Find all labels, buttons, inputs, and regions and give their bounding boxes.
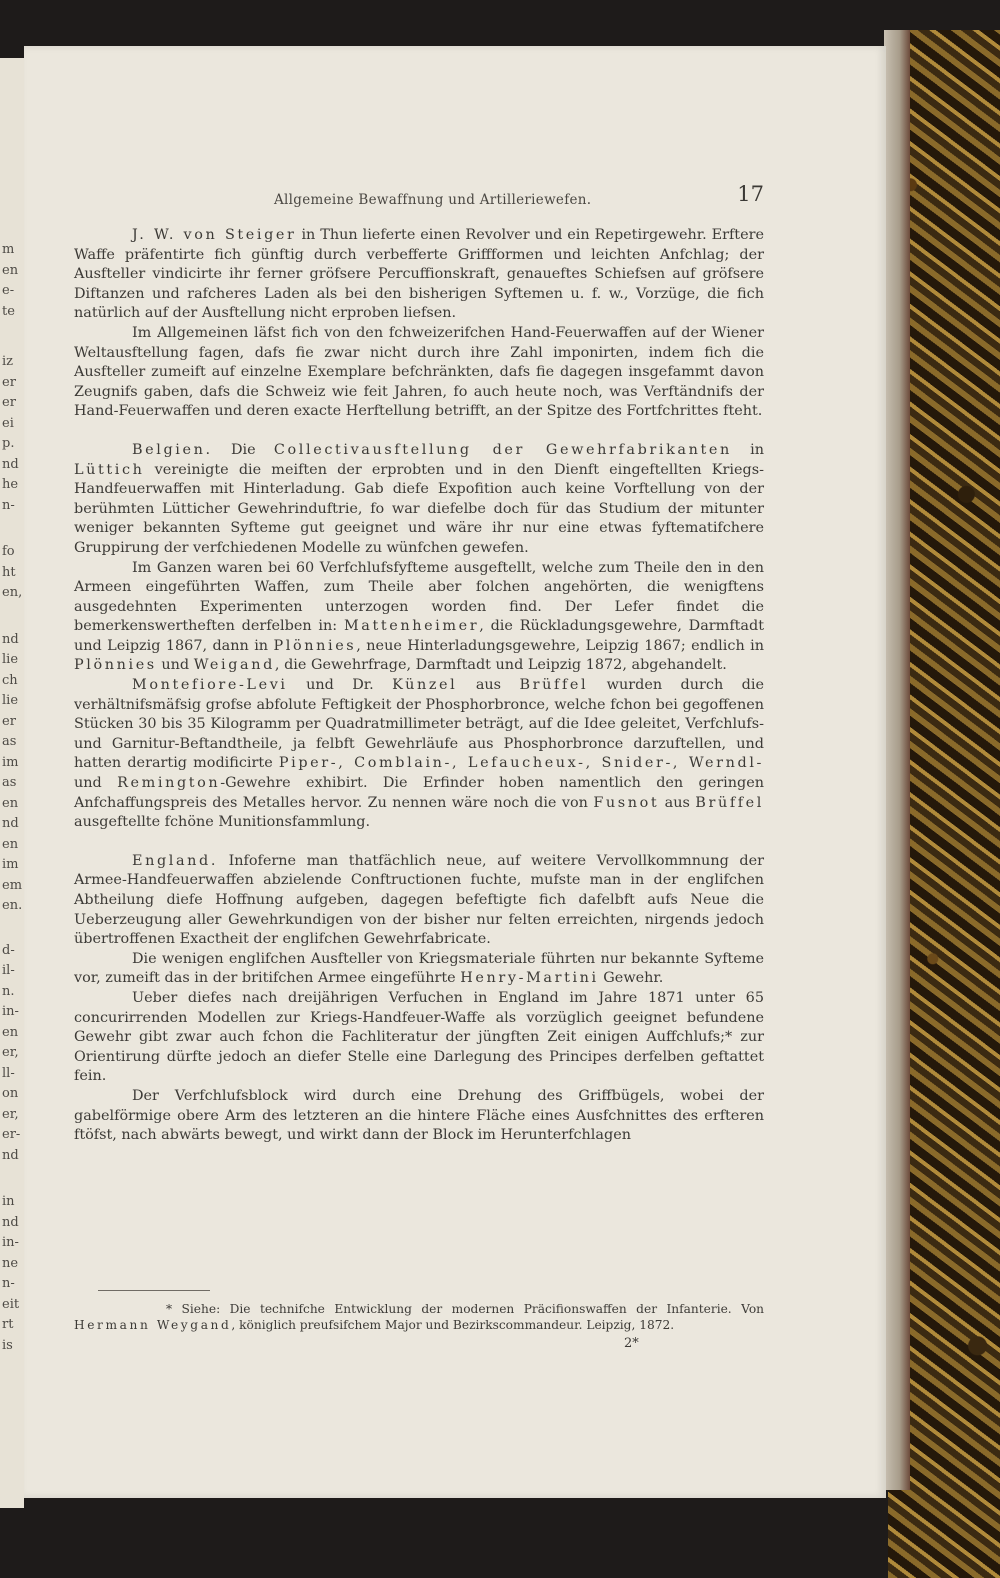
left-page-fragment: rt [2,1317,14,1332]
left-page-fragment: er [2,395,16,410]
left-page-fragment: in [2,1194,15,1209]
left-page-fragment: ne [2,1255,19,1271]
left-page-fragment: nd [2,631,19,647]
paragraph-text: , neue Hinterladungsgewehre, Leipzig 1867; endlich in [356,637,764,654]
paragraph-text: Gewehr. [598,970,664,987]
paragraph-henry-martini: Ueber diefes nach dreijährigen Verfuchen in England im Jahre 1871 unter 65 concurirrenden Modellen zur Kriegs-Handfeuer-Waffe als vorzüglich geeignet befundene Gewehr gibt zwar auch fchon die Fachliteratur der jüngften Zeit einigen Auffchlufs;* zur Orientirung dürfte jedoch an diefer Stelle eine Darlegung des Principes derfelben geftattet fein. [74,989,764,1085]
paragraph-text: , die Gewehrfrage, Darmftadt und Leipzig 1872, abgehandelt. [274,657,727,674]
header-title: Allgemeine Bewaffnung und Artilleriewefen. [274,192,592,208]
running-header [274,182,764,216]
paragraph-text: ausgeftellte fchöne Munitionsfammlung. [74,814,371,831]
left-page-fragment: e- [2,283,15,298]
spaced-city: Lüttich [74,461,145,478]
spaced-name: Plönnies [273,637,357,654]
paragraph-text: in [731,441,764,458]
left-page-fragment: d- [2,942,15,958]
left-page-fragment: em [2,877,23,893]
left-page-fragment: iz [2,354,14,369]
left-page-fragment: en [2,836,19,852]
footnote-divider [98,1290,210,1291]
left-page-fragment: he [2,477,19,492]
spaced-name: Plönnies [74,657,157,674]
left-page-fragment: en [2,262,19,278]
paragraph-english-exhibitors [74,950,764,989]
paragraph-systems [74,559,764,677]
left-page-fragment: er [2,374,16,390]
spaced-name: Hermann Weygand [74,1318,232,1332]
spaced-name: Künzel [392,677,458,694]
spaced-city: Brüffel [695,794,764,811]
left-page-fragment: fo [2,544,15,559]
spaced-term: Piper-, Comblain-, Lefaucheux-, Snider-, Werndl- [278,755,764,772]
paragraph-breech-block: Der Verfchlufsblock wird durch eine Drehung des Griffbügels, wobei der gabelförmige obere Arm des letzteren an die hintere Fläche eines Ausfchnittes des erfteren ftöfst, nach abwärts bewegt, und wirkt dann der Block im Herunterfchlagen [74,1087,764,1144]
paragraph-belgium [74,441,764,559]
paragraph-text: Infoferne man thatfächlich neue, auf weitere Vervollkommnung der Armee-Handfeuerwaffen abzielende Conftructionen fuchte, mufste man in der englifchen Abtheilung diefe Hoffnung aufgeben, dagegen befeftigte fich dafelbft aufs Neue die Ueberzeugung aller Gewehrkundigen von der bisher nur felten erreichten, nirgends jedoch übertroffenen Exactheit der englifchen Gewehrfabricate. [74,852,764,948]
left-page-fragment: ht [2,564,16,580]
left-page-fragment: il- [2,963,15,978]
spaced-name: Henry-Martini [460,970,599,987]
left-page-fragment: n- [2,497,15,513]
paragraph-text: und [74,775,118,792]
spaced-city: Brüffel [519,677,589,694]
left-page-fragment: nd [2,456,19,472]
left-page-margin [0,58,24,1508]
left-page-fragment: im [2,754,19,770]
left-page-fragment: as [2,775,17,790]
left-page-fragment: nd [2,816,19,831]
spaced-name: Mattenheimer [343,618,480,635]
footnote-part: , königlich preufsifchem Major und Bezirkscommandeur. Leipzig, 1872. [231,1318,675,1332]
paragraph-text: vereinigte die meiften der erprobten und in den Dienft eingeftellten Kriegs-Handfeuerwaffen mit Hinterladung. Gab diefe Expofition auch keine Vorftellung von der berühmten Lütticher Gewehrinduftrie, fo war diefelbe doch für das Studium der mitunter weniger bekannten Syfteme gut geeignet und wäre ihr nur eine etwas fyftematifchere Gruppirung der verfchiedenen Modelle zu wünfchen gewefen. [74,461,764,556]
paragraph-text: in Thun lieferte einen Revolver und ein Repetirgewehr. Erftere Waffe präfentirte fich günftig durch verbefferte Griffformen und leichten Anfchlag; der Ausfteller vindicirte ihr ferner gröfsere Percuffionskraft, genaueftes Schiefsen auf gröfsere Diftanzen und rafcheres Laden als bei den bisherigen Syftemen u. f. w., Vorzüge, die fich natürlich auf der Ausftellung nicht erproben liefsen. [74,227,764,322]
body-text [74,226,764,1146]
left-page-fragment: lie [2,652,19,667]
paragraph-england [74,852,764,950]
paragraph-phosphorbronce [74,676,764,833]
left-page-fragment: ll- [2,1065,15,1081]
paragraph-text: -Gewehre exhibirt. Die Erfinder hoben namentlich den geringen Anfchaffungspreis des Metalles hervor. Zu nennen wäre noch die von [74,775,764,811]
left-page-fragment: te [2,303,15,319]
paragraph-text: und Dr. [287,677,393,694]
paragraph-text: Im Ganzen waren bei 60 Verfchlufsfyfteme ausgeftellt, welche zum Theile den in den Armeen eingeführten Waffen, zum Theile aber folchen angehörten, die wenigftens ausgedehnten Experimenten unterzogen worden find. Der Lefer findet die bemerkenswertheften derfelben in: [74,559,764,635]
paragraph-text: aus [457,677,520,694]
paragraph-text: und [156,657,194,674]
spaced-term: Remington [117,775,221,792]
left-page-fragment: en. [2,898,23,913]
left-page-fragment: as [2,734,17,749]
left-page-fragment: eit [2,1296,20,1312]
spaced-name: J. W. von Steiger [132,227,297,243]
paragraph-text: , die Rückladungsgewehre, Darmftadt und Leipzig 1867, dann in [74,618,765,654]
left-page-fragment: er, [2,1106,19,1122]
printer-signature: 2* [624,1336,639,1351]
paragraph-text: Die wenigen englifchen Ausfteller von Kriegsmateriale führten nur bekannte Syfteme vor, zumeift das in der britifchen Armee eingeführte [74,950,764,987]
paragraph-steiger [74,226,764,324]
left-page-fragment: is [2,1337,13,1353]
left-page-fragment: en [2,795,19,811]
spaced-name: Fusnot [593,794,660,811]
left-page-fragment: on [2,1086,19,1101]
left-page-fragment: in- [2,1235,19,1250]
left-page-fragment: er- [2,1127,21,1142]
spaced-name: Weigand [193,657,275,674]
section-country: Belgien. [132,441,213,458]
spaced-term: Collectivausftellung der Gewehrfabrikanten [273,441,732,458]
paragraph-text: wurden durch die verhältnifsmäfsig grofse abfolute Feftigkeit der Phosphorbronce, welche fchon bei gegoffenen Stücken 30 bis 35 Kilogramm per Quadratmillimeter beträgt, auf die Idee geleitet, Verfchlufs- und Garnitur-Beftandtheile, ja felbft Gewehrläufe aus Phosphorbronce darzuftellen, und hatten derartig modificirte [74,677,764,772]
left-page-fragment: im [2,857,19,872]
left-page-fragment: er [2,713,16,729]
left-page-fragment: in- [2,1004,19,1019]
book-page [24,46,886,1498]
left-page-fragment: nd [2,1214,19,1230]
page-stack-edge [884,30,910,1490]
spaced-name: Montefiore-Levi [132,677,288,694]
footnote-text [74,1301,764,1333]
left-page-fragment: nd [2,1147,19,1163]
left-page-fragment: p. [2,436,15,451]
left-page-fragment: ei [2,415,14,431]
left-page-fragment: n. [2,983,15,999]
left-page-fragment: m [2,242,15,257]
left-page-fragment: er, [2,1045,19,1060]
paragraph-text: Die [212,441,274,458]
footnote-part: * Siehe: Die technifche Entwicklung der modernen Präcifionswaffen der Infanterie. Von [166,1302,764,1316]
section-country: England. [132,852,219,869]
paragraph-summary-switzerland: Im Allgemeinen läfst fich von den fchweizerifchen Hand-Feuerwaffen auf der Wiener Weltausftellung fagen, dafs fie zwar nicht durch ihre Zahl imponirten, indem fich die Ausfteller zumeift auf einzelne Exemplare befchränkten, dafs fie dagegen insgefammt davon Zeugnifs gaben, dafs die Schweiz wie feit Jahren, fo auch heute noch, was Verftändnifs der Hand-Feuerwaffen und deren exacte Herftellung betrifft, an der Spitze des Fortfchrittes fteht. [74,324,764,420]
paragraph-text: aus [659,794,696,811]
footnote [74,1301,764,1333]
left-page-fragment: ch [2,672,18,688]
left-page-fragment: en [2,1024,19,1040]
left-page-fragment: n- [2,1276,15,1291]
page-number: 17 [737,182,764,206]
left-page-fragment: en, [2,585,23,600]
left-page-fragment: lie [2,693,19,708]
